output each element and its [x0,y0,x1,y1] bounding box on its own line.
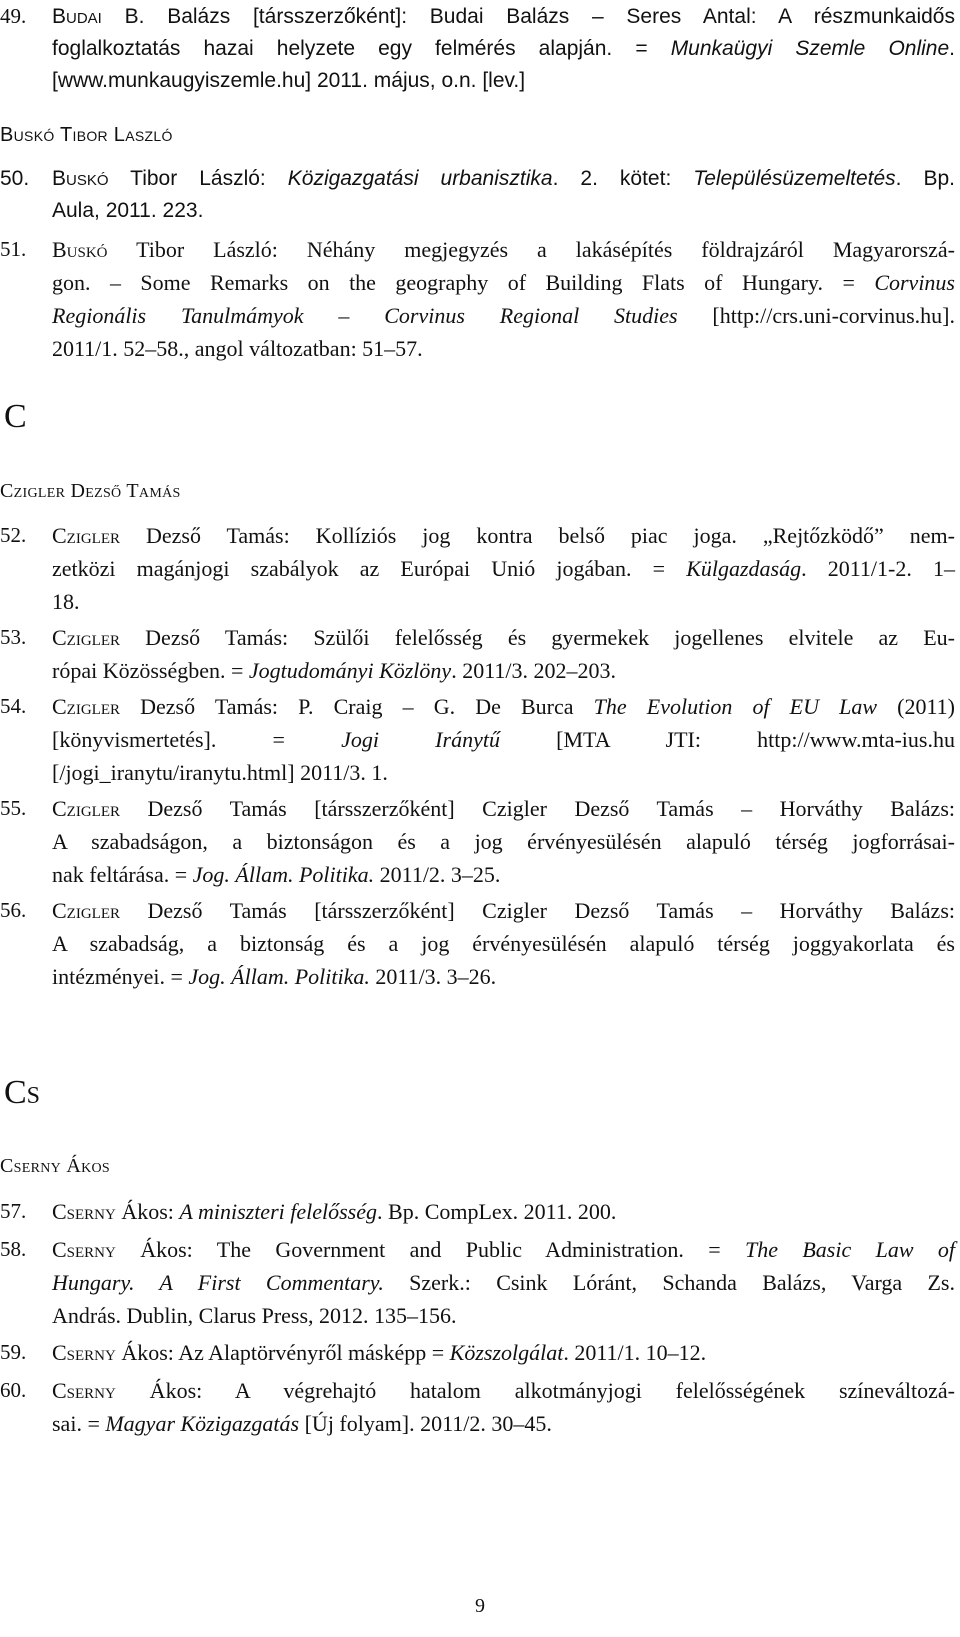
entry-text: . 2011/1. 10–12. [563,1340,707,1365]
entry-text: Tibor László: [108,167,288,190]
entry-line [52,1266,955,1299]
book-title: The Basic Law of [745,1237,955,1262]
entry-text: . 2. kötet: [552,167,694,190]
entry-text: Dezső Tamás: P. Craig – G. De Burca [120,694,594,719]
entry-line [52,894,955,927]
entry-number: 52. [0,523,27,547]
entry-number: 50. [0,167,30,190]
entry-text: Ákos: A végrehajtó hatalom alkotmányjogi felelősségének színeváltozá- [115,1378,955,1403]
entry-line [52,32,955,65]
entry-number: 59. [0,1340,27,1364]
entry-text: [könyvismertetés]. = [52,727,342,752]
entry-text: nak feltárása. = [52,862,193,887]
author-name: Czigler [52,523,120,548]
entry-number: 55. [0,796,27,820]
author-name: Budai [52,5,102,28]
entry-number: 49. [0,4,27,28]
entry-text: [MTA JTI: http://www.mta-ius.hu [499,727,955,752]
page-number: 9 [475,1595,485,1617]
entry-text: Ákos: Az Alaptörvényről másképp = [115,1340,450,1365]
entry-text: Ákos: [115,1199,180,1224]
book-title: The Evolution of EU Law [593,694,878,719]
journal-title: Jogi Iránytű [341,727,500,752]
entry-line: A szabadság, a biztonság és a jog érvényesülésén alapuló térség joggyakorlata és [52,931,955,956]
entry-text: . Bp. [895,167,956,190]
entry-text: gon. – Some Remarks on the geography of Building Flats of Hungary. = [52,270,875,295]
entry-line [52,1195,955,1228]
entry-text: B. Balázs [társszerzőként]: Budai Balázs – Seres Antal: A részmunkaidős [124,5,955,28]
journal-title: Jogtudományi Közlöny [248,658,452,683]
journal-title: Jog. Állam. Politika. [188,964,370,989]
author-name: Cserny [52,1237,116,1262]
author-name: Czigler [52,625,120,650]
author-name: Buskó [52,237,108,262]
entry-text: Ákos: The Government and Public Administration. = [115,1237,745,1262]
entry-line: A szabadságon, a biztonságon és a jog érvényesülésén alapuló térség jogforrásai- [52,829,955,854]
entry-text: . Bp. CompLex. 2011. 200. [377,1199,617,1224]
author-heading: Cserny Ákos [0,1155,110,1177]
volume-title: Településüzemeltetés [693,167,896,190]
entry-text: Dezső Tamás: Szülői felelősség és gyermekek jogellenes elvitele az Eu- [120,625,955,650]
entry-line [52,299,955,332]
entry-line [52,0,955,33]
entry-text: Dezső Tamás [társszerzőként] Czigler Dezső Tamás – Horváthy Balázs: [120,898,955,923]
entry-text: sai. = [52,1411,106,1436]
entry-line [52,233,955,266]
entry-number: 57. [0,1199,27,1223]
book-title: Hungary. A First Commentary. [52,1270,384,1295]
author-heading: Czigler Dezső Tamás [0,480,181,502]
journal-title: Közszolgálat [449,1340,564,1365]
entry-text: Dezső Tamás [társszerzőként] Czigler Dezső Tamás – Horváthy Balázs: [120,796,955,821]
entry-line [52,690,955,723]
author-name: Cserny [52,1340,116,1365]
entry-line [52,519,955,552]
author-name: Czigler [52,796,120,821]
entry-line [52,1407,955,1440]
entry-number: 56. [0,898,27,922]
entry-text: 2011/2. 3–25. [374,862,501,887]
journal-title: Regionális Tanulmámyok – Corvinus Regional Studies [52,303,678,328]
entry-text: . 2011/1-2. 1– [801,556,956,581]
author-name: Cserny [52,1199,116,1224]
entry-line: András. Dublin, Clarus Press, 2012. 135–156. [52,1303,457,1328]
entry-line [52,960,955,993]
entry-line: [www.munkaugyiszemle.hu] 2011. május, o.n. [lev.] [52,69,526,92]
entry-text: zetközi magánjogi szabályok az Európai Unió jogában. = [52,556,687,581]
entry-number: 60. [0,1378,27,1402]
entry-line: 18. [52,589,80,614]
entry-text: . [949,37,955,60]
entry-line [52,858,955,891]
entry-text: Dezső Tamás: Kollíziós jog kontra belső piac joga. „Rejtőzködő” nem- [120,523,955,548]
entry-line [52,792,955,825]
entry-line: 2011/1. 52–58., angol változatban: 51–57. [52,336,423,361]
entry-number: 58. [0,1237,27,1261]
entry-line [52,1336,955,1369]
journal-title: Magyar Közigazgatás [105,1411,300,1436]
entry-line: Aula, 2011. 223. [52,199,204,222]
author-name: Buskó [52,167,109,190]
entry-text: . 2011/3. 202–203. [451,658,616,683]
journal-title: Munkaügyi Szemle Online [670,37,950,60]
entry-text: rópai Közösségben. = [52,658,249,683]
entry-number: 51. [0,237,27,261]
entry-text: [http://crs.uni-corvinus.hu]. [677,303,956,328]
entry-text: foglalkoztatás hazai helyzete egy felmérés alapján. = [52,37,671,60]
journal-title: Külgazdaság [686,556,802,581]
entry-line: [/jogi_iranytu/iranytu.html] 2011/3. 1. [52,760,388,785]
entry-text: (2011) [877,694,956,719]
journal-title: Jog. Állam. Politika. [192,862,375,887]
author-name: Czigler [52,694,120,719]
entry-line [52,1233,955,1266]
entry-text: Tibor László: Néhány megjegyzés a lakásépítés földrajzáról Magyarorszá- [107,237,955,262]
entry-number: 53. [0,625,27,649]
entry-line [52,621,955,654]
entry-line [52,654,955,687]
entry-text: [Új folyam]. 2011/2. 30–45. [299,1411,552,1436]
author-name: Cserny [52,1378,116,1403]
entry-text: 2011/3. 3–26. [369,964,497,989]
author-heading: Buskó Tibor Laszló [0,124,173,146]
entry-line [52,723,955,756]
journal-title: Corvinus [874,270,955,295]
entry-line [52,1374,955,1407]
entry-line [52,266,955,299]
book-title: A miniszteri felelősség [179,1199,378,1224]
section-letter-c: C [4,398,27,435]
entry-text: Szerk.: Csink Lóránt, Schanda Balázs, Varga Zs. [383,1270,955,1295]
entry-line [52,162,955,195]
section-letter-cs: Cs [4,1074,41,1111]
author-name: Czigler [52,898,120,923]
book-title: Közigazgatási urbanisztika [287,167,553,190]
entry-text: intézményei. = [52,964,189,989]
entry-line [52,552,955,585]
entry-number: 54. [0,694,27,718]
